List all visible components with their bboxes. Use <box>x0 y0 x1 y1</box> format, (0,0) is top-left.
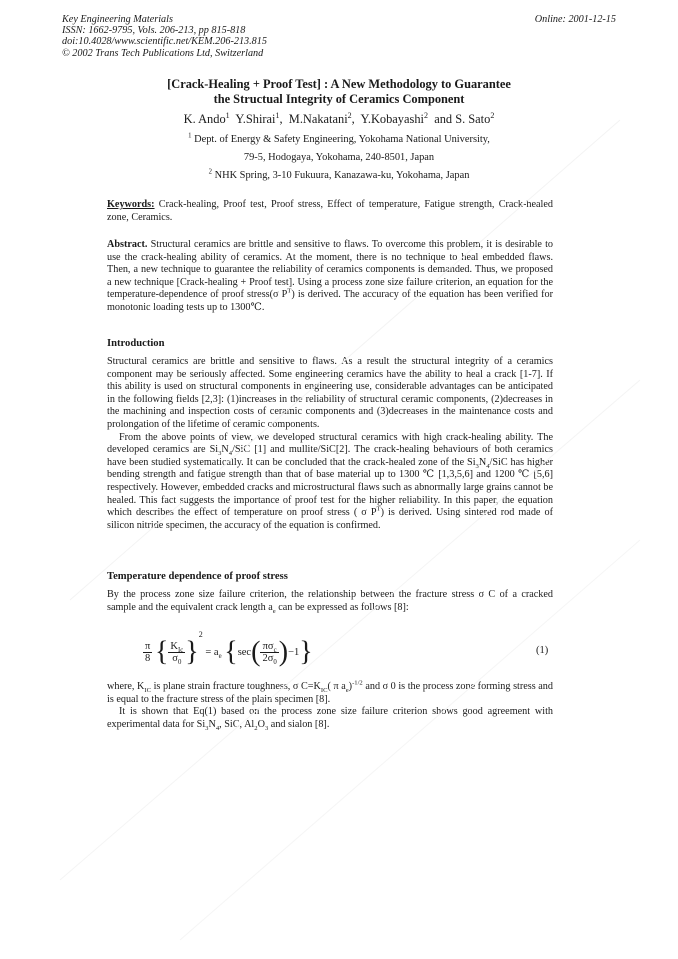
author-sup: 2 <box>347 110 352 120</box>
abstract-sup: T <box>287 287 292 295</box>
eq-kic-over-sigma0: $\frac{K_{Ic}}{\sigma_0}$ <box>170 641 184 667</box>
author-sup: 2 <box>423 110 428 120</box>
author-ando: K. Ando <box>183 112 226 126</box>
affil-sup: 1 <box>188 132 192 140</box>
journal-name: Key Engineering Materials <box>62 14 173 25</box>
eq-sec-argument: $\frac{\pi\sigma_c}{2\sigma_0}$ <box>262 641 277 667</box>
section2-paragraph-1: By the process zone size failure criterion, the relationship between the fracture stress σ C of a cracked sample and the equivalent crack length $a_e$ can be expressed as follows [8]: <box>107 589 553 615</box>
introduction-heading: Introduction <box>107 338 165 349</box>
abstract-text-end: ) is derived. The accuracy of the equation has been verified for monotonic loading tests up to 1300℃. <box>107 289 553 313</box>
author-sup: 1 <box>275 110 280 120</box>
abstract-text: Structural ceramics are brittle and sensitive to flaws. To overcome this problem, it is desirable to use the crack-healing ability of ceramics. At the moment, there is no technique to heal embedded flaws. Then, a new technique to guarantee the reliability of ceramics components is demanded. Thus, we proposed a new technique [Crack-healing + Proof test]. Using a process zone size failure criterion, an equation for the temperature-dependence of proof stress( <box>107 239 553 301</box>
section-heading-proof-stress: Temperature dependence of proof stress <box>107 571 288 582</box>
abstract-symbol: σ P <box>273 289 288 301</box>
eq-equals-ae: = a <box>205 647 219 658</box>
paper-title <box>0 77 678 107</box>
doi-line: doi:10.4028/www.scientific.net/KEM.206-213.815 <box>62 36 267 48</box>
copyright-line: © 2002 Trans Tech Publications Ltd, Switzerland <box>62 47 264 59</box>
equation-1: $\frac{\pi}{8}$ { $\frac{K_{Ic}}{\sigma_0}$ }$^2 = a_e$ {sec( $\frac{\pi\sigma_c}{2\sigma_0}$ )−1} <box>145 630 313 668</box>
author-nakatani: M.Nakatani <box>288 112 348 126</box>
title-line-1: [Crack-Healing + Proof Test] : A New Methodology to Guarantee <box>167 77 511 91</box>
title-line-2: the Structual Integrity of Ceramics Component <box>213 92 465 106</box>
equation-number: (1) <box>536 645 549 656</box>
author-sup: 2 <box>490 110 495 120</box>
eq-sec: sec <box>237 647 252 658</box>
journal-header <box>62 14 267 59</box>
keywords-block <box>107 199 553 224</box>
issn-line: ISSN: 1662-9795, Vols. 206-213, pp 815-818 <box>62 25 246 37</box>
author-sup: 1 <box>225 110 230 120</box>
abstract-label: Abstract. <box>107 239 148 250</box>
author-list: K. Ando$^1$ Y.Shirai$^1$, M.Nakatani$^2$, Y.Kobayashi$^2$ and S. Sato$^2$ <box>183 110 495 126</box>
intro-paragraph-2: From the above points of view, we developed structural ceramics with high crack-healing ability. The developed ceramics are $Si_3N_4$/SiC [1] and mullite/SiC[2]. The crack-healing behaviours of both ceramics have been studied systematically. It can be concluded that the crack-healed zone of the $Si_3N_4$/SiC has higher bending strength and fatigue strength than that of base material up to 1300 ℃ [1,3,5,6] and 1200 ℃ [5,6] respectively. However, embedded cracks and microstructural flaws such as abnormally large grains cannot be healed. This fact suggests the importance of proof test for the higher reliability. In this paper, the equation which describes the effect of temperature on proof stress ( σ $P^T$) is derived. Using sintered rod made of silicon nitride specimen, the accuracy of the equation is confirmed. <box>107 431 553 531</box>
affiliation-1-line-1 <box>0 134 678 145</box>
online-date: Online: 2001-12-15 <box>534 14 616 25</box>
author-kobayashi: Y.Kobayashi <box>360 112 424 126</box>
abstract-block <box>107 239 553 315</box>
author-shirai: Y.Shirai <box>235 112 276 126</box>
affil-sup: 2 <box>208 168 212 176</box>
affil-text: NHK Spring, 3-10 Fukuura, Kanazawa-ku, Yokohama, Japan <box>214 170 470 181</box>
introduction-body <box>107 356 553 532</box>
keywords-text: Crack-healing, Proof test, Proof stress, Effect of temperature, Fatigue strength, Crack-healed zone, Ceramics. <box>107 199 554 223</box>
keywords-label: Keywords: <box>107 199 155 210</box>
intro-paragraph-1: Structural ceramics are brittle and sensitive to flaws. As a result the structural integrity of a ceramics component may be seriously affected. Some engineering ceramics have the ability to heal a crack [1-7]. If this ability is used on structural components in engineering use, considerable advantages can be anticipated in the following fields [2,3]: (1)increases in the reliability of structural ceramic components, (2)decreases in the machining and inspection costs of ceramic components and (3)decreases in the maintenance costs and prolongation of the lifetime of ceramic components. <box>107 356 553 430</box>
eq-minus-one: −1 <box>288 647 300 658</box>
affil-text: Dept. of Energy & Safety Engineering, Yokohama National University, <box>194 134 490 145</box>
affiliation-1-line-2: 79-5, Hodogaya, Yokohama, 240-8501, Japan <box>243 152 435 163</box>
author-sato: and S. Sato <box>434 112 491 126</box>
eq-pi-over-8: $\frac{\pi}{8}$ <box>145 641 151 665</box>
section2-paragraph-2: where, $K_{IC}$ is plane strain fracture toughness, σ $C=K_{IC}$( π $a_e)^{-1/2}$ and σ 0 is the process zone forming stress and is equal to the fracture stress of the plain specimen [8]. It is shown that Eq(1) based on the process zone size failure criterion shows good agreement with experimental data for $Si_3N_4$, SiC, $Al_2O_3$ and sialon [8]. <box>107 679 553 732</box>
affiliation-2 <box>0 170 678 181</box>
